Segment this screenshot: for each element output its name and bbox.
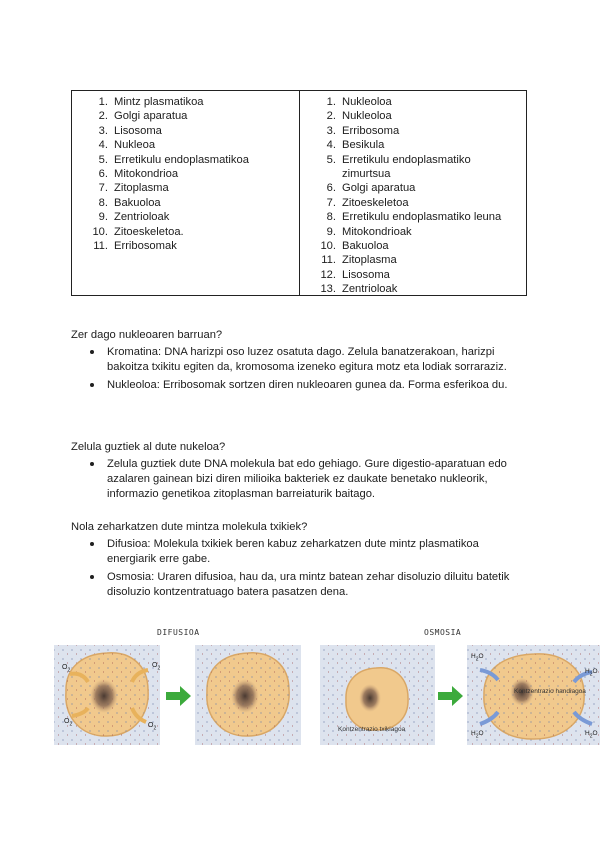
- list-item: [72, 124, 299, 138]
- difusioa-title: DIFUSIOA: [157, 628, 200, 637]
- list-item: Nukleoloa: Erribosomak sortzen diren nukleoaren gunea da. Forma esferikoa du.: [71, 378, 531, 393]
- item-label: Lisosoma: [342, 268, 390, 281]
- item-label: Zentrioloak: [342, 283, 398, 296]
- list-item: [300, 196, 526, 210]
- table-column-right: [299, 91, 526, 295]
- item-number: 9.: [326, 225, 336, 238]
- list-item: Zelula guztiek dute DNA molekula bat edo gehiago. Gure digestio-aparatuan edo azalaren gainean bizi diren milioika bakteriek ez daukate benetako nukleorik, informazio genetikoa zitoplasman barreiaturik baitago.: [71, 457, 531, 502]
- item-number: 8.: [326, 211, 336, 224]
- item-number: 10.: [92, 225, 108, 238]
- section-question: Zer dago nukleoaren barruan?: [71, 329, 223, 341]
- item-label: Mintz plasmatikoa: [114, 96, 204, 108]
- difusioa-panel-before: [54, 645, 160, 745]
- bullet-list: [71, 457, 531, 502]
- list-item: [300, 181, 526, 195]
- item-number: 7.: [98, 182, 108, 195]
- item-label: Besikula: [342, 139, 385, 152]
- section-question: Zelula guztiek al dute nukeloa?: [71, 441, 226, 453]
- item-number: 7.: [326, 196, 336, 209]
- item-number: 1.: [326, 96, 336, 108]
- green-arrow-right: [438, 686, 463, 706]
- o2-label: $O_2$: [152, 662, 161, 672]
- item-label: Mitokondrioa: [114, 168, 179, 181]
- item-number: 6.: [326, 182, 336, 195]
- item-number: 5.: [98, 153, 108, 166]
- diffusion-osmosis-figure: [52, 620, 600, 748]
- item-number: 4.: [326, 139, 336, 152]
- item-number: 3.: [326, 124, 336, 137]
- bullet-list: [71, 345, 531, 393]
- high-concentration-label: Kontzentrazio handiagoa: [514, 688, 586, 695]
- item-label: Mitokondrioak: [342, 225, 412, 238]
- item-number: 10.: [320, 240, 336, 253]
- nucleus: [231, 679, 259, 713]
- item-number: 2.: [98, 110, 108, 123]
- section-nucleus-presence: [71, 440, 531, 505]
- figure-drawing: [52, 620, 600, 748]
- cell-dots: [484, 654, 584, 739]
- item-label: Bakuoloa: [342, 240, 389, 253]
- o2-label: $O_2$: [64, 718, 73, 728]
- list-item: [72, 167, 299, 181]
- item-number: 9.: [98, 211, 108, 224]
- difusioa-arrow: [166, 686, 191, 706]
- item-label: Nukleoa: [114, 139, 156, 152]
- list-item: [300, 282, 526, 296]
- item-label: Erretikulu endoplasmatikoa: [114, 153, 249, 166]
- o2-label: $O_2$: [148, 722, 157, 732]
- item-label: Zitoeskeletoa: [342, 196, 409, 209]
- item-number: 1.: [98, 96, 108, 108]
- list-item: [72, 153, 299, 167]
- h2o-label: $H_2O$: [585, 668, 598, 678]
- section-membrane-crossing: [71, 520, 531, 603]
- green-arrow-right: [166, 686, 191, 706]
- item-number: 5.: [326, 153, 336, 166]
- list-item: Kromatina: DNA harizpi oso luzez osatuta dago. Zelula banatzerakoan, harizpi bakoitza txikitu egiten da, kromosoma izeneko egitura motz eta lodiak sorraraziz.: [71, 345, 531, 375]
- item-number: 12.: [320, 268, 336, 281]
- item-number: 11.: [93, 240, 108, 253]
- list-item: [300, 109, 526, 123]
- h2o-label: $H_2O$: [471, 653, 484, 663]
- list-item: [72, 210, 299, 224]
- item-label: Zentrioloak: [114, 211, 170, 224]
- h2o-label: $H_2O$: [471, 730, 484, 740]
- item-number: 11.: [321, 254, 336, 267]
- item-label: Zitoeskeletoa.: [114, 225, 184, 238]
- list-item: [300, 95, 526, 109]
- low-concentration-label: Kontzentrazio txikiagoa: [338, 726, 406, 733]
- organelle-list-right: [300, 95, 526, 297]
- item-number: 6.: [98, 168, 108, 181]
- item-label: Nukleoloa: [342, 110, 392, 123]
- item-number: 2.: [326, 110, 336, 123]
- difusioa-panel-after: [195, 645, 301, 745]
- item-label: Erribosomak: [114, 240, 177, 253]
- h2o-label: $H_2O$: [585, 730, 598, 740]
- item-label: Nukleoloa: [342, 96, 392, 108]
- item-number: 13.: [320, 283, 336, 296]
- item-label: Bakuoloa: [114, 196, 161, 209]
- item-label: Erribosoma: [342, 124, 400, 137]
- osmosia-arrow: [438, 686, 463, 706]
- section-nucleus-content: [71, 328, 531, 396]
- list-item: Difusioa: Molekula txikiek beren kabuz zeharkatzen dute mintz plasmatikoa energiarik erre gabe.: [71, 537, 531, 567]
- nucleus: [359, 684, 381, 712]
- item-label: Golgi aparatua: [114, 110, 188, 123]
- item-label: Golgi aparatua: [342, 182, 416, 195]
- section-question: Nola zeharkatzen dute mintza molekula txikiek?: [71, 521, 308, 533]
- list-item: [72, 239, 299, 253]
- item-number: 3.: [98, 124, 108, 137]
- list-item: [72, 95, 299, 109]
- list-item: [72, 225, 299, 239]
- list-item: [300, 268, 526, 282]
- list-item: [72, 109, 299, 123]
- item-number: 4.: [98, 139, 108, 152]
- osmosia-title: OSMOSIA: [424, 628, 462, 637]
- list-item: [300, 138, 526, 152]
- nucleus: [90, 679, 118, 713]
- list-item: [72, 196, 299, 210]
- list-item: [300, 253, 526, 267]
- list-item: [300, 124, 526, 138]
- item-label: Zitoplasma: [114, 182, 169, 195]
- list-item: [300, 239, 526, 253]
- list-item: [300, 225, 526, 239]
- o2-label: $O_2$: [62, 664, 71, 674]
- list-item: [300, 153, 526, 182]
- item-label: Zitoplasma: [342, 254, 397, 267]
- list-item: [300, 210, 526, 224]
- item-label: Erretikulu endoplasmatiko leuna: [342, 211, 502, 224]
- osmosia-panel-after: [467, 645, 600, 745]
- organelle-table: [71, 90, 527, 296]
- item-label: Lisosoma: [114, 124, 162, 137]
- item-number: 8.: [98, 196, 108, 209]
- item-label: Erretikulu endoplasmatiko zimurtsua: [342, 153, 471, 181]
- list-item: Osmosia: Uraren difusioa, hau da, ura mintz batean zehar disoluzio diluitu batetik disoluzio kontzentratuago batera pasatzen dena.: [71, 570, 531, 600]
- list-item: [72, 181, 299, 195]
- organelle-list-left: [72, 95, 299, 253]
- table-column-left: [72, 91, 299, 295]
- list-item: [72, 138, 299, 152]
- bullet-list: [71, 537, 531, 600]
